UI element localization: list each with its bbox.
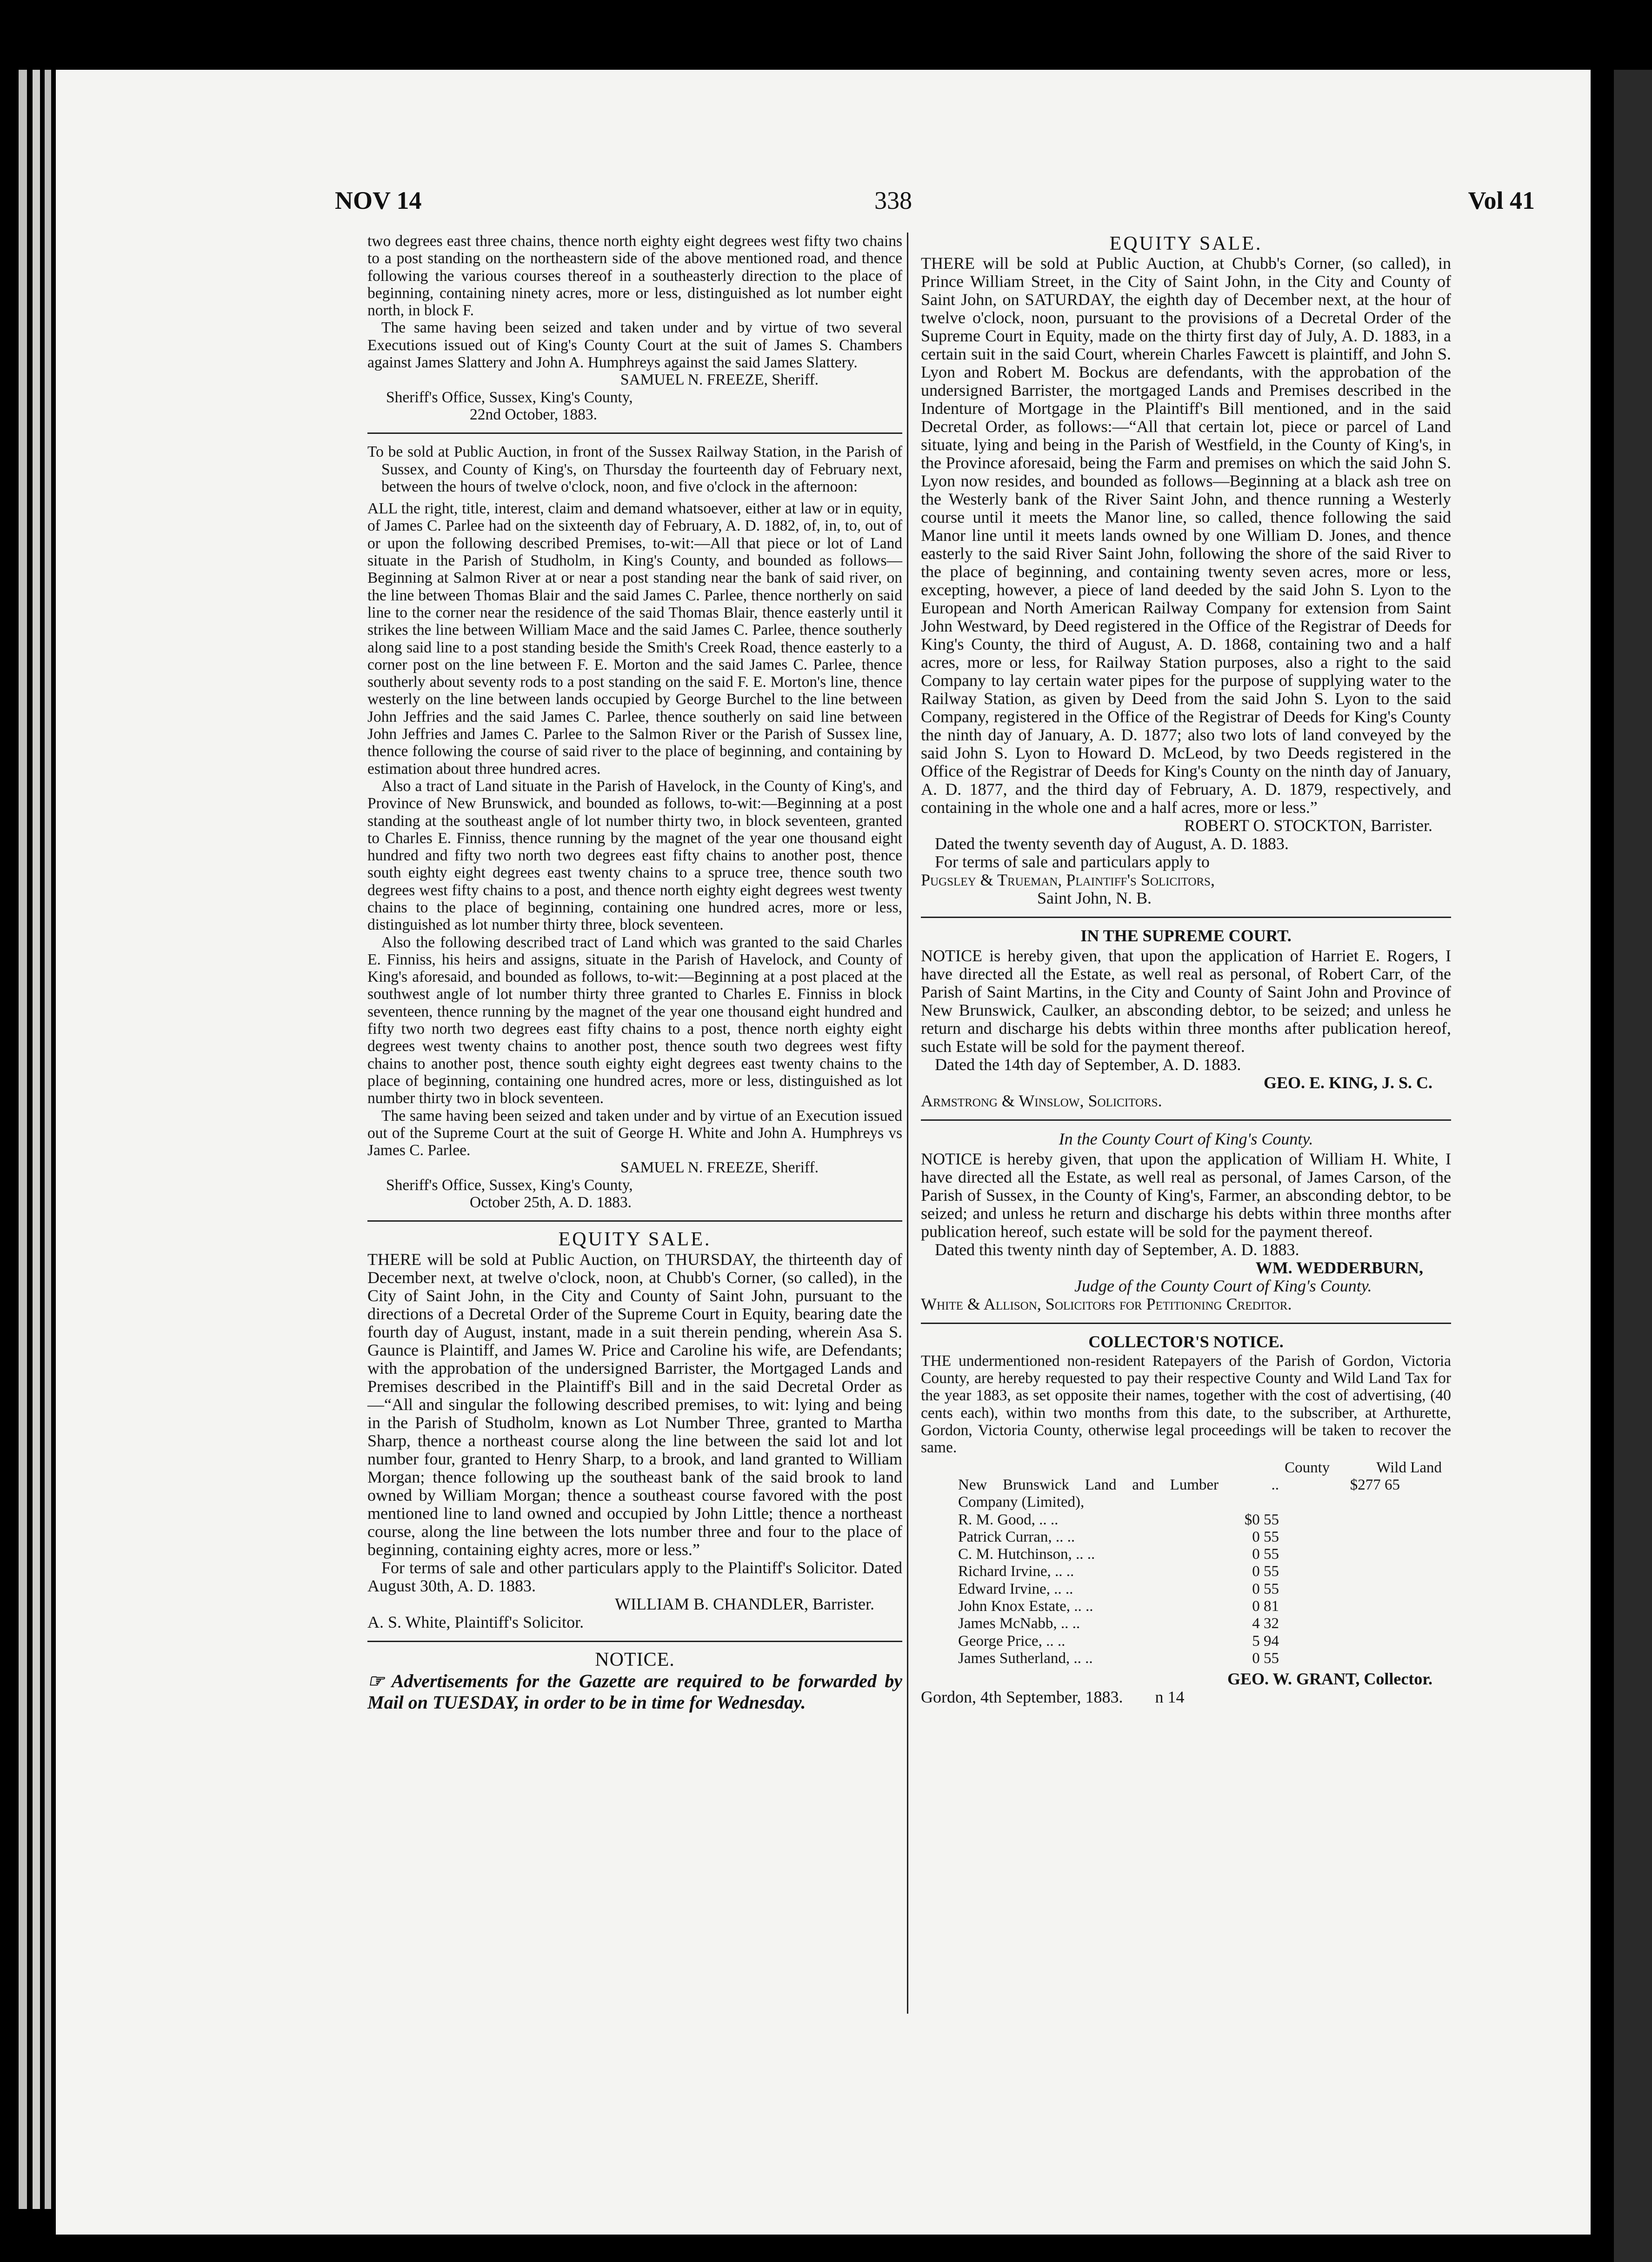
table-row <box>921 1581 1451 1598</box>
table-cell-county: 4 32 <box>1252 1615 1279 1632</box>
judge-signature: WM. WEDDERBURN, <box>1255 1258 1423 1277</box>
table-cell-county: 0 55 <box>1252 1650 1279 1667</box>
section-rule <box>921 1119 1451 1121</box>
table-cell-wild <box>1279 1511 1400 1529</box>
table-cell-wild <box>1279 1563 1400 1580</box>
issue-date: NOV 14 <box>335 186 422 214</box>
table-cell-wild <box>1279 1633 1400 1650</box>
collector-notice: THE undermentioned non-resident Ratepayers of the Parish of Gordon, Victoria County, are hereby requested to pay their respective County and Wild Land Tax for the year 1883, as set opposite their names, together with the cost of advertising, (40 cents each), within two months from this date, to the subscriber, at Arthurette, Gordon, Victoria County, otherwise legal proceedings will be taken to recover the same. <box>921 1352 1451 1457</box>
table-cell-name: Patrick Curran, .. .. <box>958 1528 1075 1545</box>
table-cell-county: $0 55 <box>1244 1511 1279 1528</box>
paragraph: The same having been seized and taken under and by virtue of two several Executions issued out of King's County Court at the suit of James S. Chambers against James Slattery and John A. Humphreys against the said James Slattery. <box>367 319 902 372</box>
judge-title: Judge of the County Court of King's County. <box>1074 1276 1372 1295</box>
table-row <box>921 1546 1451 1563</box>
equity-sale-text: THERE will be sold at Public Auction, at Chubb's Corner, (so called), in Prince William Street, in the City of Saint John, in the City and County of Saint John, on SATURDAY, the eighth day of December next, at the hour of twelve o'clock, noon, pursuant to the provisions of a Decretal Order of the Supreme Court in Equity, made on the thirty first day of July, A. D. 1883, in a certain suit in the said Court, wherein Charles Fawcett is plaintiff, and John S. Lyon and Robert M. Bockus are defendants, with the approbation of the undersigned Barrister, the mortgaged Lands and Premises described in the Indenture of Mortgage in the Plaintiff's Bill mentioned, and in the said Decretal Order, as follows:—“All that certain lot, piece or parcel of Land situate, lying and being in the Parish of Westfield, in the County of King's, in the Province aforesaid, being the Farm and premises on which the said John S. Lyon now resides, and bounded as follows—Beginning at a black ash tree on the Westerly bank of the River Saint John, and thence running a Westerly course until it meets the Manor line, so called, thence following the said Manor line until it meets lands owned by one William D. Jones, and thence easterly to the said River Saint John, following the shore of the said River to the place of beginning, and containing twenty seven acres, more or less, excepting, however, a piece of land deeded by the said John S. Lyon to the European and North American Railway Company for extension from Saint John Westward, by Deed registered in the Office of the Registrar of Deeds for King's County, the third of August, A. D. 1868, containing two and a half acres, more or less, for Railway Station purposes, also a right to the said Company to lay certain water pipes for the purpose of supplying water to the Railway Station, as given by Deed from the said John S. Lyon to the said Company, registered in the Office of the Registrar of Deeds for King's County the ninth day of January, A. D. 1877; also two lots of land conveyed by the said John S. Lyon to Howard D. McLeod, by two Deeds registered in the Office of the Registrar of Deeds for King's County on the ninth day of January, A. D. 1877, and the third day of February, A. D. 1879, respectively, and containing in the whole one and a half acres, more or less.” <box>921 254 1451 817</box>
left-column <box>367 233 902 1713</box>
table-cell-name: R. M. Good, .. .. <box>958 1511 1059 1528</box>
table-cell-wild <box>1279 1615 1400 1632</box>
table-cell-county: .. <box>1271 1476 1279 1493</box>
office-date: 22nd October, 1883. <box>470 406 598 423</box>
volume-number: Vol 41 <box>1468 186 1535 214</box>
table-row <box>921 1563 1451 1580</box>
table-row <box>921 1633 1451 1650</box>
table-cell-county: 0 55 <box>1252 1528 1279 1545</box>
section-rule <box>367 1220 902 1222</box>
collector-date-line <box>921 1688 1451 1706</box>
equity-sale-text: THERE will be sold at Public Auction, on THURSDAY, the thirteenth day of December next, at twelve o'clock, noon, at Chubb's Corner, (so called), in the City of Saint John, in the City and County of Saint John, pursuant to the directions of a Decretal Order of the Supreme Court in Equity, bearing date the fourth day of August, instant, made in a suit therein pending, wherein Asa S. Gaunce is Plaintiff, and James W. Price and Caroline his wife, are Defendants; with the approbation of the undersigned Barrister, the Mortgaged Lands and Premises described in the Plaintiff's Bill and in the said Decretal Order as—“All and singular the following described premises, to wit: lying and being in the Parish of Studholm, known as Lot Number Three, granted to Martha Sharp, thence a northeast course along the line between the said lot and lot number four, granted to Henry Sharp, to a brook, and land granted to William Morgan; thence following up the southeast bank of the said brook to land owned by William Morgan; thence a southeast course favored with the post mentioned line to land owned and occupied by John Little; thence a northeast course, along the line between the lots number three and four to the place of beginning, containing eighty acres, more or less.” <box>367 1250 902 1559</box>
issue-code: n 14 <box>1155 1688 1185 1707</box>
paragraph: Also a tract of Land situate in the Parish of Havelock, in the County of King's, and Province of New Brunswick, and bounded as follows, to-wit:—Beginning at a post standing at the southeast angle of lot number thirty two, in block seventeen, granted to Charles E. Finniss, thence running by the magnet of the year one thousand eight hundred and fifty two north two degrees east fifty chains to another post, thence south eighty eight degrees east twenty chains to a spruce tree, thence south two degrees west fifty chains to a post, and thence north eighty eight degrees west twenty chains to the place of beginning, containing one hundred acres, more or less, distinguished as lot number thirty three, block seventeen. <box>367 777 902 934</box>
column-header-wild-land: Wild Land <box>1376 1459 1442 1476</box>
collector-signature: GEO. W. GRANT, Collector. <box>1227 1670 1432 1689</box>
office-date: October 25th, A. D. 1883. <box>470 1194 632 1211</box>
table-row <box>921 1511 1451 1529</box>
table-cell-name: Edward Irvine, .. .. <box>958 1580 1073 1597</box>
table-cell-wild <box>1279 1529 1400 1546</box>
collector-heading: COLLECTOR'S NOTICE. <box>1088 1332 1284 1351</box>
advertisement-notice: ☞ Advertisements for the Gazette are required to be forwarded by Mail on TUESDAY, in order to be in time for Wednesday. <box>367 1670 902 1713</box>
supreme-solicitors: Armstrong & Winslow, Solicitors. <box>921 1091 1162 1110</box>
supreme-court-notice: NOTICE is hereby given, that upon the application of Harriet E. Rogers, I have directed all the Estate, as well real as personal, of Robert Carr, of the Parish of Saint Martins, in the City and County of Saint John and Province of New Brunswick, Caulker, an absconding debtor, to be seized; and unless he return and discharge his debts within three months after publication hereof, such Estate will be sold for the payment thereof. <box>921 946 1451 1056</box>
table-cell-county: 0 55 <box>1252 1546 1279 1563</box>
county-solicitors: White & Allison, Solicitors for Petitioning Creditor. <box>921 1294 1292 1313</box>
sheriff-signature: SAMUEL N. FREEZE, Sheriff. <box>620 371 819 389</box>
table-header <box>921 1459 1451 1477</box>
section-rule <box>921 1323 1451 1324</box>
paragraph: Also the following described tract of Land which was granted to the said Charles E. Finniss, his heirs and assigns, situate in the Parish of Havelock, and County of King's aforesaid, and bounded as follows, to-wit:—Beginning at a post placed at the southwest angle of lot number thirty three granted to Charles E. Finniss in block seventeen, thence running by the magnet of the year one thousand eight hundred and fifty two north two degrees east fifty chains to a post, thence north eighty eight degrees west twenty chains to another post, thence south two degrees west fifty chains to another post, thence south eighty eight degrees east twenty chains to the place of beginning, containing one hundred acres, more or less, distinguished as lot number thirty two in block seventeen. <box>367 933 902 1107</box>
table-cell-name: John Knox Estate, .. .. <box>958 1598 1093 1615</box>
table-row <box>921 1650 1451 1667</box>
table-cell-name: George Price, .. .. <box>958 1632 1066 1650</box>
table-row <box>921 1477 1451 1511</box>
plaintiff-solicitor: A. S. White, Plaintiff's Solicitor. <box>367 1612 584 1631</box>
table-cell-wild <box>1279 1650 1400 1667</box>
paragraph: The same having been seized and taken under and by virtue of an Execution issued out of the Supreme Court at the suit of George H. White and John A. Humphreys vs James C. Parlee. <box>367 1107 902 1159</box>
right-column <box>921 233 1451 1706</box>
table-cell-name: C. M. Hutchinson, .. .. <box>958 1546 1095 1563</box>
column-divider <box>907 233 908 2014</box>
page-edge-stack <box>19 70 27 2209</box>
barrister-signature: ROBERT O. STOCKTON, Barrister. <box>1184 816 1432 835</box>
table-cell-wild: $277 65 <box>1350 1476 1400 1493</box>
section-rule <box>921 917 1451 918</box>
paragraph: two degrees east three chains, thence north eighty eight degrees west fifty two chains to a post standing on the northeastern side of the above mentioned road, and thence following the various courses thereof in a southeasterly direction to the place of beginning, containing ninety acres, more or less, distinguished as lot number eight north, in block F. <box>367 233 902 319</box>
page-edge-stack <box>33 70 40 2209</box>
supreme-court-heading: IN THE SUPREME COURT. <box>1080 926 1292 945</box>
solicitor-location: Saint John, N. B. <box>1037 889 1152 908</box>
section-rule <box>367 432 902 434</box>
table-cell-name: James McNabb, .. .. <box>958 1615 1080 1632</box>
table-cell-wild <box>1279 1598 1400 1615</box>
ratepayers-table <box>921 1459 1451 1668</box>
table-row <box>921 1529 1451 1546</box>
sheriff-office: Sheriff's Office, Sussex, King's County, <box>386 1176 633 1194</box>
table-cell-wild <box>1279 1581 1400 1598</box>
table-cell-wild <box>1279 1546 1400 1563</box>
barrister-signature: WILLIAM B. CHANDLER, Barrister. <box>615 1594 874 1613</box>
collector-date: Gordon, 4th September, 1883. <box>921 1688 1123 1707</box>
page-header <box>335 186 1535 233</box>
book-spine <box>1614 70 1652 2262</box>
sale-intro: To be sold at Public Auction, in front of the Sussex Railway Station, in the Parish of Sussex, and County of King's, on Thursday the fourteenth day of February next, between the hours of twelve o'clock, noon, and five o'clock in the afternoon: <box>367 443 902 495</box>
section-rule <box>367 1641 902 1642</box>
equity-sale-heading: EQUITY SALE. <box>558 1229 712 1251</box>
equity-sale-heading: EQUITY SALE. <box>1109 233 1263 254</box>
table-cell-county: 0 55 <box>1252 1580 1279 1597</box>
sheriff-signature: SAMUEL N. FREEZE, Sheriff. <box>620 1159 819 1177</box>
column-header-county: County <box>1285 1459 1330 1476</box>
county-court-date: Dated this twenty ninth day of September, A. D. 1883. <box>935 1240 1299 1259</box>
table-cell-county: 5 94 <box>1252 1632 1279 1650</box>
supreme-court-date: Dated the 14th day of September, A. D. 1883. <box>935 1055 1241 1074</box>
equity-date: Dated the twenty seventh day of August, A. D. 1883. <box>935 834 1289 853</box>
plaintiff-solicitors: Pugsley & Trueman, Plaintiff's Solicitors, <box>921 871 1215 890</box>
table-cell-county: 0 81 <box>1252 1598 1279 1615</box>
page-edge-stack <box>45 70 51 2209</box>
table-cell-name: Richard Irvine, .. .. <box>958 1563 1074 1580</box>
judge-signature: GEO. E. KING, J. S. C. <box>1263 1073 1432 1092</box>
table-cell-county: 0 55 <box>1252 1563 1279 1580</box>
county-court-heading: In the County Court of King's County. <box>1059 1129 1313 1148</box>
page-number: 338 <box>874 186 912 214</box>
county-court-notice: NOTICE is hereby given, that upon the application of William H. White, I have directed all the Estate, as well real as personal, of James Carson, of the Parish of Sussex, in the County of King's, Farmer, an absconding debtor, to be seized; and unless he return and discharge his debts within three months after publication hereof, such estate will be sold for the payment thereof. <box>921 1149 1451 1241</box>
sheriff-office: Sheriff's Office, Sussex, King's County, <box>386 388 633 406</box>
table-body <box>921 1477 1451 1667</box>
notice-heading: NOTICE. <box>595 1649 675 1670</box>
table-row <box>921 1598 1451 1615</box>
table-cell-name: James Sutherland, .. .. <box>958 1650 1093 1667</box>
table-cell-name: New Brunswick Land and Lumber Company (Limited), <box>958 1476 1219 1511</box>
equity-terms: For terms of sale and other particulars apply to the Plaintiff's Solicitor. Dated August 30th, A. D. 1883. <box>367 1558 902 1595</box>
table-row <box>921 1615 1451 1632</box>
paragraph: ALL the right, title, interest, claim and demand whatsoever, either at law or in equity, of James C. Parlee had on the sixteenth day of February, A. D. 1882, of, in, to, out of or upon the following described Premises, to-wit:—All that piece or lot of Land situate in the Parish of Studholm, in King's County, and bounded as follows—Beginning at Salmon River at or near a post standing near the bank of said river, on the line between Thomas Blair and the said James C. Parlee, thence northerly on said line to the corner near the residence of the said Thomas Blair, thence easterly until it strikes the line between William Mace and the said James C. Parlee, thence southerly along said line to a post standing beside the Smith's Creek Road, thence easterly to a corner post on the line between F. E. Morton and the said James C. Parlee, thence southerly about seventy rods to a post standing on the said F. E. Morton's line, thence westerly on the line between lands occupied by George Burchel to the line between John Jeffries and the said James C. Parlee, thence southerly on said line between John Jeffries and James C. Parlee to the Salmon River or the Parish of Sussex line, thence following the course of said river to the place of beginning, and containing by estimation about three hundred acres. <box>367 500 902 778</box>
equity-terms: For terms of sale and particulars apply to <box>935 852 1210 872</box>
